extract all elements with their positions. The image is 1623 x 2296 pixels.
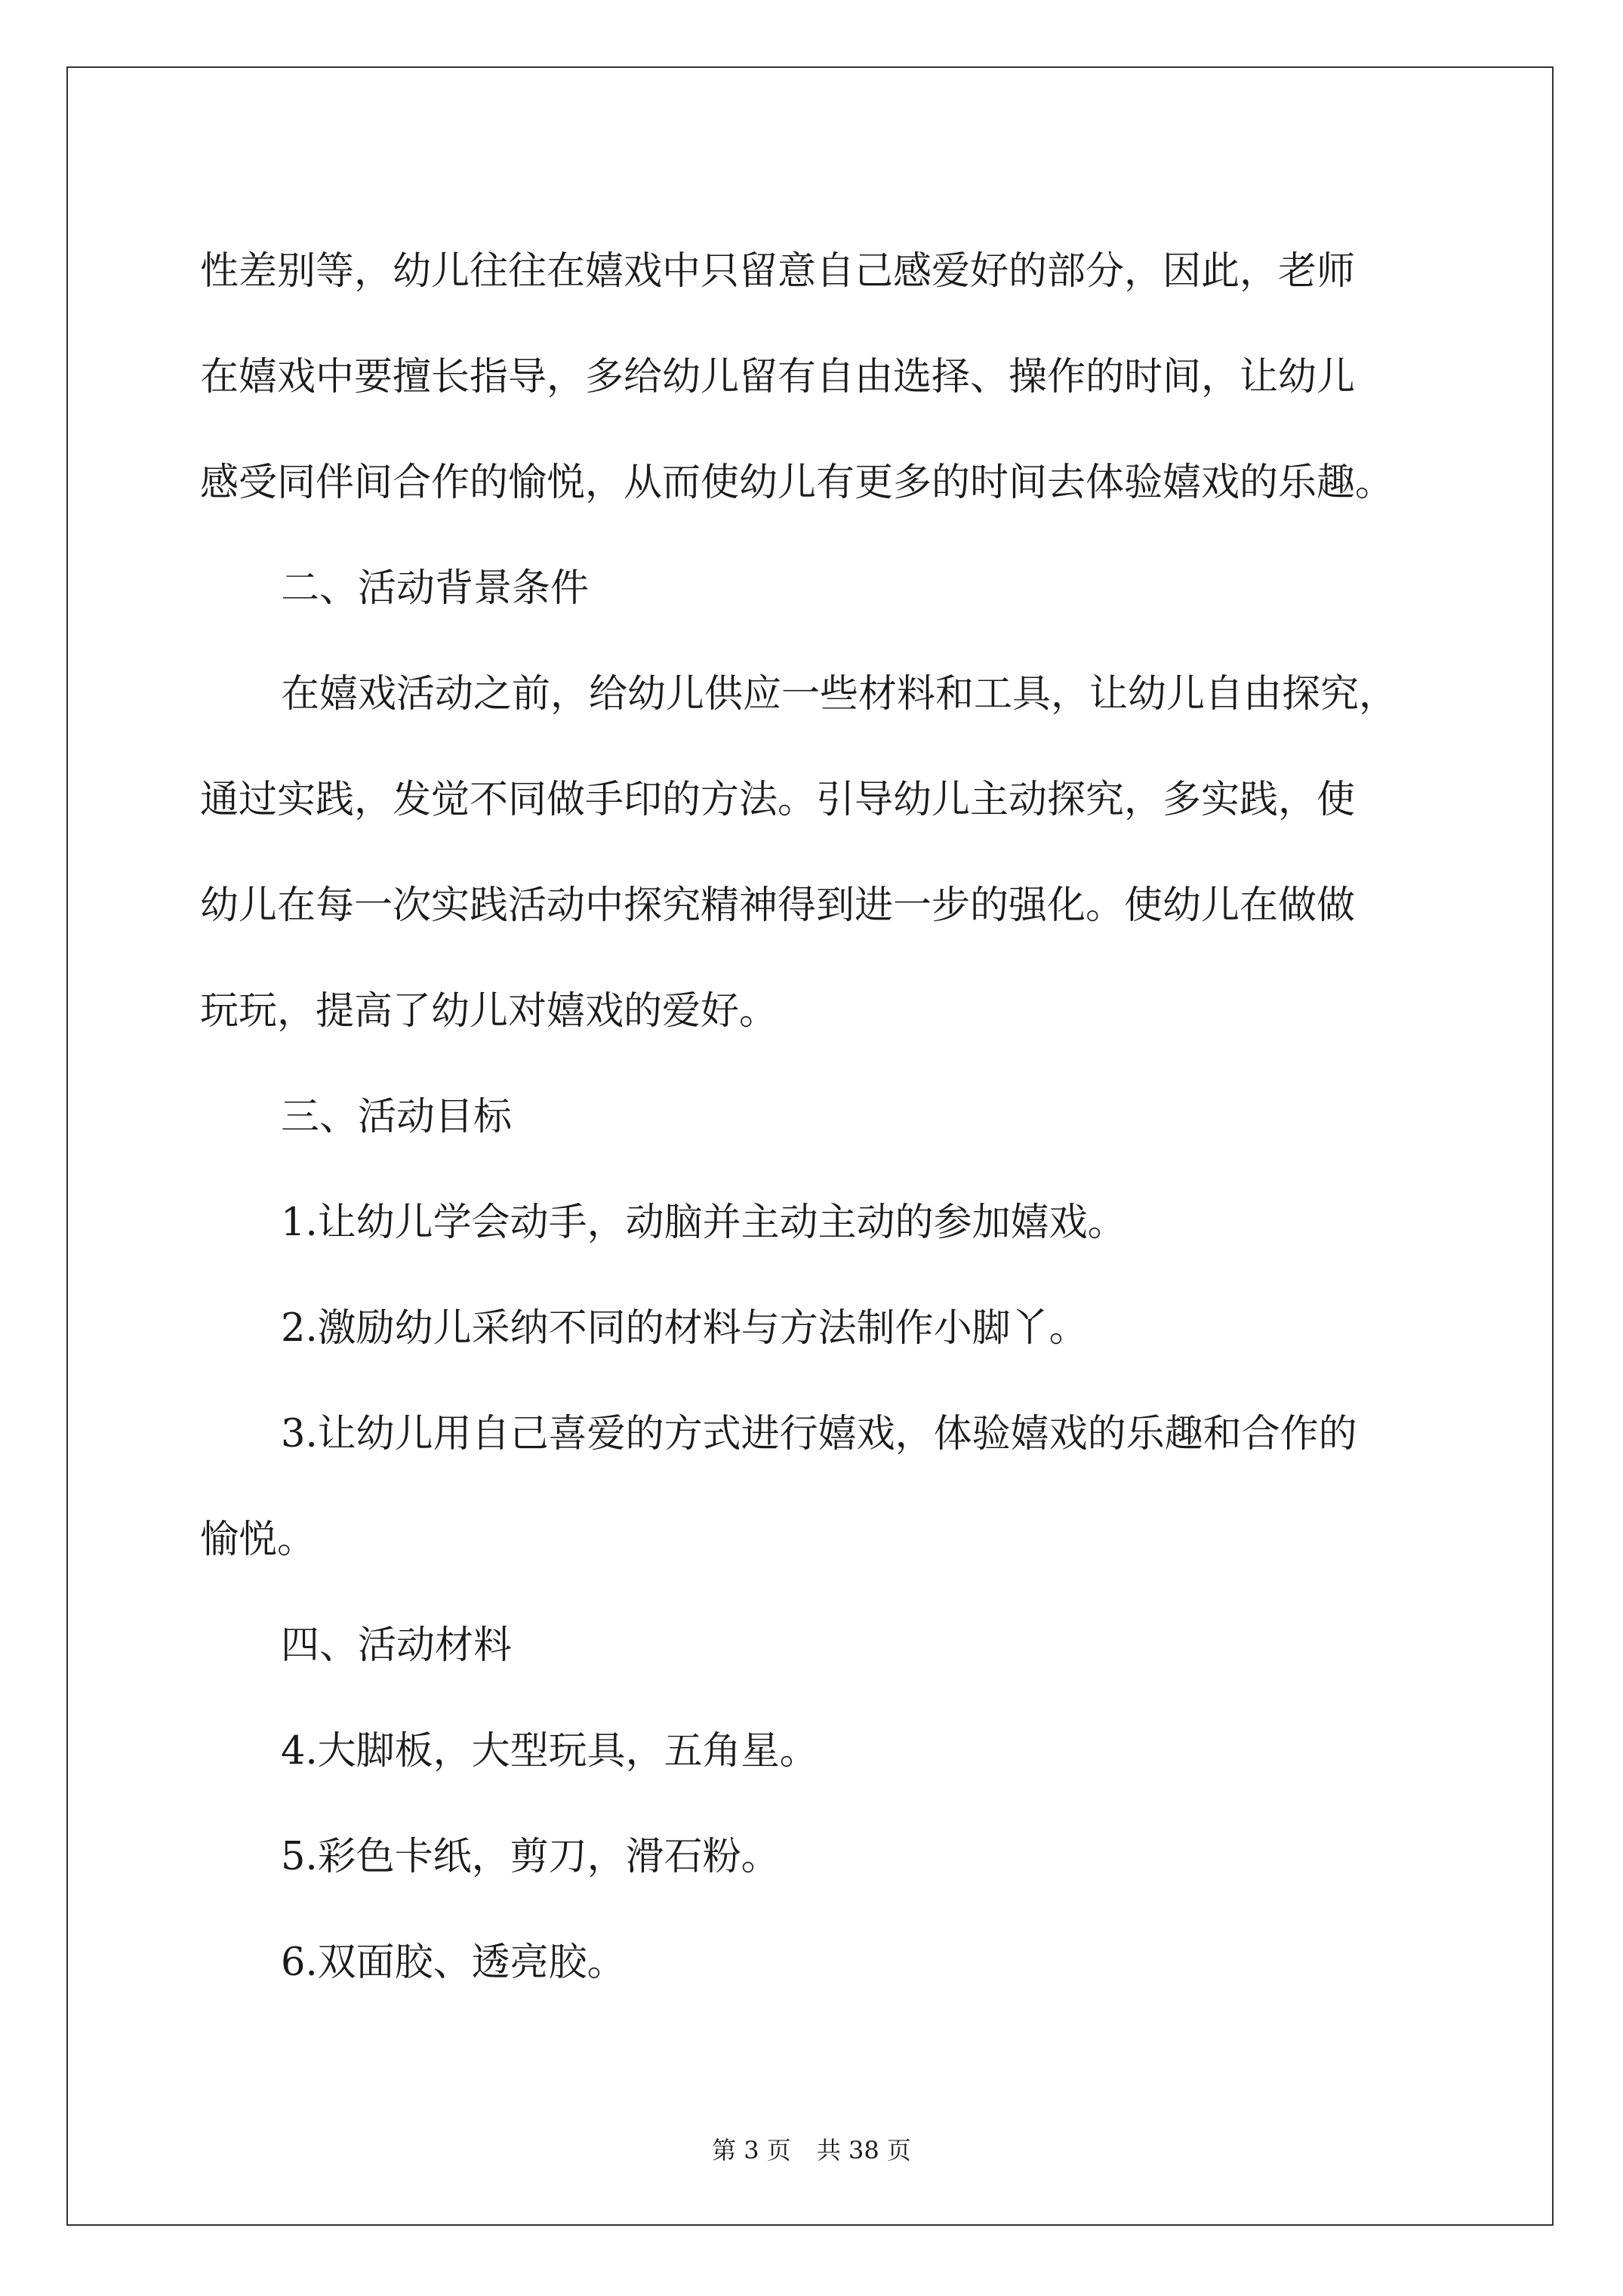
list-item: 4.大脚板，大型玩具，五角星。 [281, 1729, 818, 1774]
text-line: 玩玩，提高了幼儿对嬉戏的爱好。 [200, 989, 778, 1034]
text-line: 性差别等，幼儿往往在嬉戏中只留意自己感爱好的部分，因此，老师 [200, 249, 1356, 294]
section-heading: 三、活动目标 [281, 1095, 513, 1139]
section-heading: 四、活动材料 [281, 1623, 513, 1668]
document-body [200, 219, 1483, 2016]
page-total: 共 38 页 [816, 2136, 911, 2165]
list-item: 5.彩色卡纸，剪刀，滑石粉。 [281, 1835, 780, 1879]
list-item: 3.让幼儿用自己喜爱的方式进行嬉戏，体验嬉戏的乐趣和合作的 [281, 1412, 1357, 1456]
text-line: 感受同伴间合作的愉悦，从而使幼儿有更多的时间去体验嬉戏的乐趣。 [200, 461, 1394, 505]
section-heading: 二、活动背景条件 [281, 566, 590, 611]
text-line: 幼儿在每一次实践活动中探究精神得到进一步的强化。使幼儿在做做 [200, 883, 1356, 928]
page-number: 第 3 页 [712, 2136, 791, 2165]
list-item: 2.激励幼儿采纳不同的材料与方法制作小脚丫。 [281, 1306, 1088, 1351]
text-line: 通过实践，发觉不同做手印的方法。引导幼儿主动探究，多实践，使 [200, 778, 1356, 822]
text-line: 在嬉戏中要擅长指导，多给幼儿留有自由选择、操作的时间，让幼儿 [200, 355, 1356, 399]
list-item: 6.双面胶、透亮胶。 [281, 1940, 626, 1985]
list-item: 1.让幼儿学会动手，动脑并主动主动的参加嬉戏。 [281, 1200, 1126, 1245]
text-line: 愉悦。 [200, 1518, 316, 1562]
text-line: 在嬉戏活动之前，给幼儿供应一些材料和工具，让幼儿自由探究， [281, 672, 1398, 717]
page-footer [0, 2131, 1623, 2166]
